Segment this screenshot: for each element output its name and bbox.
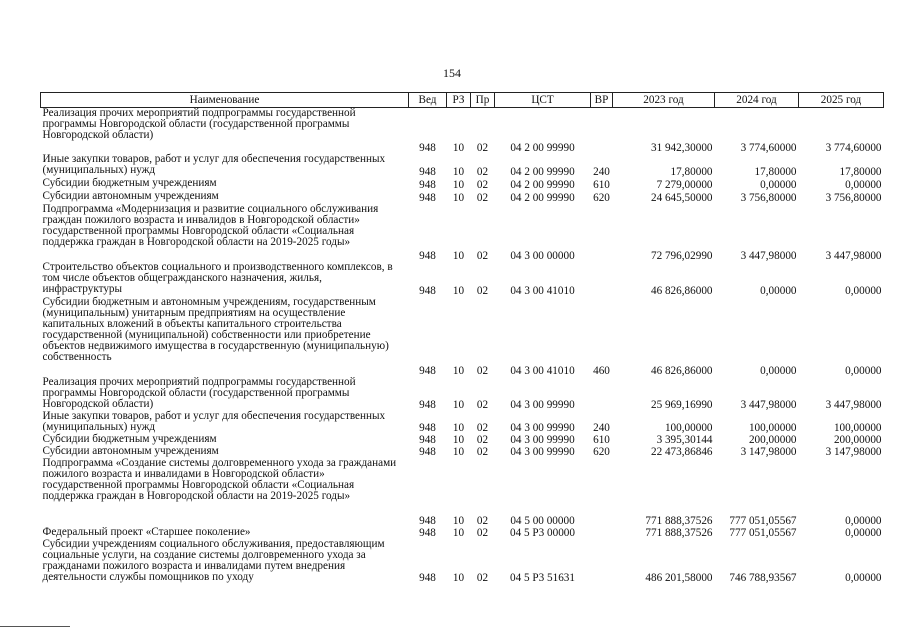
table-row bbox=[41, 204, 884, 262]
table-header bbox=[41, 93, 884, 108]
row-pr: 02 bbox=[476, 571, 489, 584]
row-cst: 04 3 00 99990 bbox=[510, 433, 575, 446]
row-name: Субсидии автономным учреждениям bbox=[42, 444, 219, 457]
row-rz: 10 bbox=[452, 284, 465, 297]
row-pr: 02 bbox=[476, 421, 489, 434]
row-ved: 948 bbox=[419, 249, 436, 262]
row-ved: 948 bbox=[419, 421, 436, 434]
row-cst: 04 5 P3 00000 bbox=[510, 526, 575, 539]
row-2023: 100,00000 bbox=[664, 421, 713, 434]
row-pr: 02 bbox=[476, 364, 489, 377]
row-ved: 948 bbox=[419, 526, 436, 539]
header-vr: ВР bbox=[591, 93, 613, 108]
row-name: Федеральный проект «Старшее поколение» bbox=[42, 525, 251, 538]
row-pr: 02 bbox=[476, 284, 489, 297]
row-rz: 10 bbox=[452, 445, 465, 458]
row-rz: 10 bbox=[452, 249, 465, 262]
row-vr bbox=[591, 458, 613, 527]
row-2024: 0,00000 bbox=[760, 364, 797, 377]
header-2023: 2023 год bbox=[613, 93, 715, 108]
row-vr: 460 bbox=[593, 364, 610, 377]
row-vr: 240 bbox=[593, 165, 610, 178]
header-2024: 2024 год bbox=[715, 93, 799, 108]
row-name: Субсидии бюджетным учреждениям bbox=[42, 176, 217, 189]
row-2024: 0,00000 bbox=[760, 178, 797, 191]
row-ved: 948 bbox=[419, 284, 436, 297]
row-2025: 3 774,60000 bbox=[825, 141, 882, 154]
row-rz: 10 bbox=[452, 421, 465, 434]
table-row bbox=[41, 458, 884, 527]
row-vr bbox=[591, 262, 613, 297]
row-2023: 46 826,86000 bbox=[650, 284, 713, 297]
row-2023: 46 826,86000 bbox=[650, 364, 713, 377]
row-vr: 620 bbox=[593, 445, 610, 458]
row-name: Субсидии учреждениям социального обслуживания, предоставляющим социальные услуги, на создание системы долговременного ухода за гражданами пожилого возраста и инвалидами путем внедрения деятельности службы помощников по уходу bbox=[42, 537, 385, 583]
row-name: Строительство объектов социального и производственного комплексов, в том числе объектов общегражданского назначения, жилья, инфраструктуры bbox=[42, 260, 393, 295]
row-2025: 3 447,98000 bbox=[825, 398, 882, 411]
row-pr: 02 bbox=[476, 398, 489, 411]
row-pr: 02 bbox=[476, 249, 489, 262]
row-vr: 240 bbox=[593, 421, 610, 434]
table-row bbox=[41, 527, 884, 539]
row-rz: 10 bbox=[452, 364, 465, 377]
table-row bbox=[41, 178, 884, 191]
row-name: Подпрограмма «Модернизация и развитие социального обслуживания граждан пожилого возраста и инвалидов в Новгородской области» государственной программы Новгородской области «Социальная поддержка граждан в Новгородской области на 2019-2025 годы» bbox=[42, 202, 379, 248]
row-2023: 3 395,30144 bbox=[656, 433, 713, 446]
row-2023: 31 942,30000 bbox=[650, 141, 713, 154]
row-2024: 777 051,05567 bbox=[729, 514, 797, 527]
row-ved: 948 bbox=[419, 191, 436, 204]
header-cst: ЦСТ bbox=[495, 93, 591, 108]
row-cst: 04 5 P3 51631 bbox=[510, 571, 575, 584]
table-row bbox=[41, 297, 884, 377]
row-2024: 3 774,60000 bbox=[740, 141, 797, 154]
row-rz: 10 bbox=[452, 398, 465, 411]
row-ved: 948 bbox=[419, 514, 436, 527]
row-2025: 200,00000 bbox=[833, 433, 882, 446]
row-name: Иные закупки товаров, работ и услуг для обеспечения государственных (муниципальных) нужд bbox=[42, 409, 386, 433]
row-ved: 948 bbox=[419, 433, 436, 446]
row-vr bbox=[591, 527, 613, 539]
row-rz: 10 bbox=[452, 178, 465, 191]
row-pr: 02 bbox=[476, 433, 489, 446]
row-2023: 25 969,16990 bbox=[650, 398, 713, 411]
row-2025: 0,00000 bbox=[845, 526, 882, 539]
row-2025: 0,00000 bbox=[845, 178, 882, 191]
row-cst: 04 2 00 99990 bbox=[510, 191, 575, 204]
row-2024: 17,80000 bbox=[754, 165, 797, 178]
row-rz: 10 bbox=[452, 433, 465, 446]
row-2023: 72 796,02990 bbox=[650, 249, 713, 262]
row-vr: 620 bbox=[593, 191, 610, 204]
row-vr: 610 bbox=[593, 178, 610, 191]
row-ved: 948 bbox=[419, 398, 436, 411]
row-2024: 200,00000 bbox=[748, 433, 797, 446]
table-row bbox=[41, 539, 884, 584]
row-2023: 24 645,50000 bbox=[650, 191, 713, 204]
row-2024: 777 051,05567 bbox=[729, 526, 797, 539]
budget-table bbox=[40, 92, 884, 584]
row-rz: 10 bbox=[452, 191, 465, 204]
row-2024: 0,00000 bbox=[760, 284, 797, 297]
row-pr: 02 bbox=[476, 514, 489, 527]
row-vr bbox=[591, 539, 613, 584]
row-vr bbox=[591, 108, 613, 154]
row-2024: 3 447,98000 bbox=[740, 398, 797, 411]
header-pr: Пр bbox=[471, 93, 495, 108]
row-vr: 610 bbox=[593, 433, 610, 446]
row-ved: 948 bbox=[419, 445, 436, 458]
row-rz: 10 bbox=[452, 526, 465, 539]
row-cst: 04 2 00 99990 bbox=[510, 165, 575, 178]
row-2025: 0,00000 bbox=[845, 284, 882, 297]
table-row bbox=[41, 191, 884, 204]
row-2024: 3 447,98000 bbox=[740, 249, 797, 262]
row-name: Подпрограмма «Создание системы долговременного ухода за гражданами пожилого возраста и инвалидами в Новгородской области» государственной программы Новгородской области «Социальная поддержка граждан в Новгородской области на 2019-2025 годы» bbox=[42, 456, 397, 502]
row-cst: 04 5 00 00000 bbox=[510, 514, 575, 527]
row-pr: 02 bbox=[476, 445, 489, 458]
row-name: Реализация прочих мероприятий подпрограммы государственной программы Новгородской области (государственной программы Новгородской области) bbox=[42, 375, 356, 410]
row-cst: 04 3 00 41010 bbox=[510, 284, 575, 297]
row-name: Субсидии бюджетным учреждениям bbox=[42, 432, 217, 445]
footnote-divider bbox=[0, 626, 70, 627]
row-2024: 3 147,98000 bbox=[740, 445, 797, 458]
row-pr: 02 bbox=[476, 165, 489, 178]
header-rz: РЗ bbox=[447, 93, 471, 108]
row-ved: 948 bbox=[419, 141, 436, 154]
row-cst: 04 2 00 99990 bbox=[510, 141, 575, 154]
row-2023: 771 888,37526 bbox=[645, 514, 713, 527]
row-2023: 771 888,37526 bbox=[645, 526, 713, 539]
row-2023: 7 279,00000 bbox=[656, 178, 713, 191]
row-ved: 948 bbox=[419, 178, 436, 191]
row-2024: 3 756,80000 bbox=[740, 191, 797, 204]
row-rz: 10 bbox=[452, 165, 465, 178]
row-2024: 746 788,93567 bbox=[729, 571, 797, 584]
row-rz: 10 bbox=[452, 141, 465, 154]
row-name: Реализация прочих мероприятий подпрограммы государственной программы Новгородской области (государственной программы Новгородской области) bbox=[42, 107, 356, 141]
row-cst: 04 3 00 99990 bbox=[510, 421, 575, 434]
row-cst: 04 3 00 41010 bbox=[510, 364, 575, 377]
row-name: Субсидии автономным учреждениям bbox=[42, 189, 219, 202]
row-rz: 10 bbox=[452, 514, 465, 527]
table-row bbox=[41, 108, 884, 154]
row-cst: 04 3 00 99990 bbox=[510, 445, 575, 458]
row-2023: 486 201,58000 bbox=[645, 571, 713, 584]
row-cst: 04 3 00 00000 bbox=[510, 249, 575, 262]
row-ved: 948 bbox=[419, 571, 436, 584]
row-name: Субсидии бюджетным и автономным учреждениям, государственным (муниципальным) унитарным предприятиям на осуществление капитальных вложений в объекты капитального строительства государственной (муниципальной) собственности или приобретение объектов недвижимого имущества в государственную (муниципальную) собственность bbox=[42, 295, 389, 363]
row-pr: 02 bbox=[476, 178, 489, 191]
row-rz: 10 bbox=[452, 571, 465, 584]
row-pr: 02 bbox=[476, 191, 489, 204]
row-2025: 17,80000 bbox=[839, 165, 882, 178]
header-2025: 2025 год bbox=[799, 93, 884, 108]
row-vr bbox=[591, 377, 613, 411]
row-2025: 3 147,98000 bbox=[825, 445, 882, 458]
page-number: 154 bbox=[443, 66, 461, 80]
header-name: Наименование bbox=[41, 93, 409, 108]
row-2025: 3 756,80000 bbox=[825, 191, 882, 204]
table-row bbox=[41, 446, 884, 458]
table-row bbox=[41, 411, 884, 434]
row-2025: 0,00000 bbox=[845, 514, 882, 527]
table-row bbox=[41, 154, 884, 178]
table-row bbox=[41, 262, 884, 297]
row-cst: 04 3 00 99990 bbox=[510, 398, 575, 411]
row-2025: 0,00000 bbox=[845, 364, 882, 377]
row-2023: 22 473,86846 bbox=[650, 445, 713, 458]
row-name: Иные закупки товаров, работ и услуг для обеспечения государственных (муниципальных) нужд bbox=[42, 152, 386, 176]
row-2025: 3 447,98000 bbox=[825, 249, 882, 262]
row-2024: 100,00000 bbox=[748, 421, 797, 434]
table-row bbox=[41, 434, 884, 446]
row-ved: 948 bbox=[419, 364, 436, 377]
row-pr: 02 bbox=[476, 526, 489, 539]
row-cst: 04 2 00 99990 bbox=[510, 178, 575, 191]
row-2025: 100,00000 bbox=[833, 421, 882, 434]
row-2023: 17,80000 bbox=[670, 165, 713, 178]
header-ved: Вед bbox=[409, 93, 447, 108]
row-2025: 0,00000 bbox=[845, 571, 882, 584]
row-vr bbox=[591, 204, 613, 262]
row-pr: 02 bbox=[476, 141, 489, 154]
table-row bbox=[41, 377, 884, 411]
row-ved: 948 bbox=[419, 165, 436, 178]
